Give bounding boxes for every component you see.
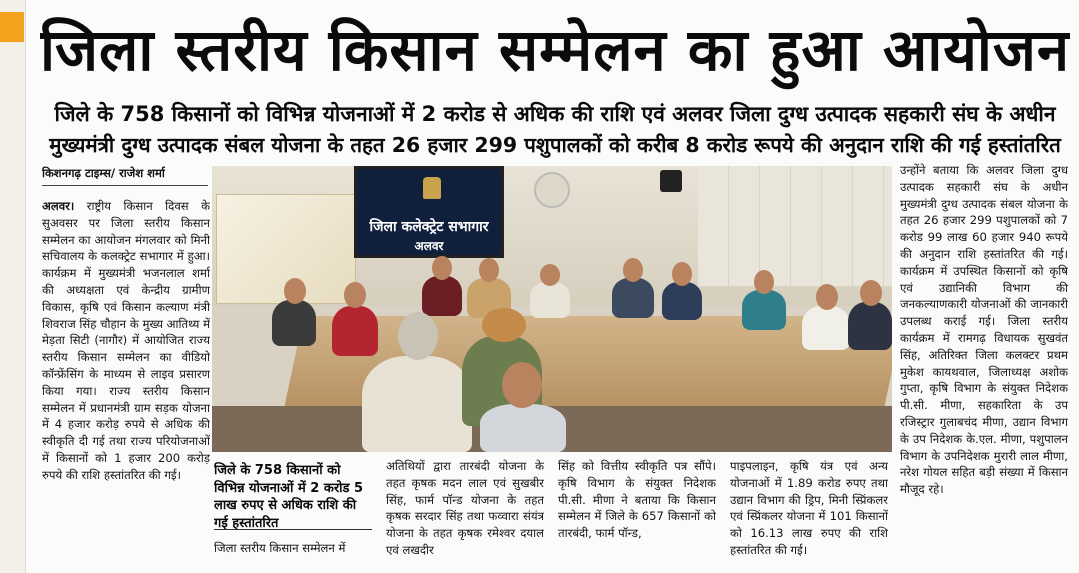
- attendee: [332, 306, 378, 356]
- headline: जिला स्तरीय किसान सम्मेलन का हुआ आयोजन: [40, 16, 1070, 84]
- event-photo: [212, 166, 892, 452]
- attendee: [362, 356, 472, 452]
- article-column-4: सिंह को वित्तीय स्वीकृति पत्र सौंपे। कृषि विभाग के संयुक्त निदेशक पी.सी. मीणा ने बताया कि किसान सम्मेलन में जिले के 657 किसानों को तारबंदी, फार्म पॉन्ड,: [558, 459, 716, 541]
- attendee-head: [540, 264, 560, 286]
- dateline: अलवर।: [42, 199, 75, 213]
- attendee: [272, 300, 316, 346]
- wall-clock-icon: [534, 172, 570, 208]
- adjacent-page-strip: [0, 0, 26, 573]
- article-column-6: उन्होंने बताया कि अलवर जिला दुग्ध उत्पादक सहकारी संघ के अधीन मुख्यमंत्री दुग्ध उत्पादक संबल योजना के तहत 26 हजार 299 पशुपालकों को 7 करोड 99 लाख 60 हजार 940 रूपये की अनुदान राशि हस्तांतरित की गई। कार्यक्रम में उपस्थित किसानों को कृषि एवं उद्यानिकी विभाग की जनकल्याणकारी योजनाओं की जानकारी उपलब्ध कराई गई। जिला स्तरीय कार्यक्रम में रामगढ़ विधायक सुखवंत सिंह, अतिरिक्त जिला कलक्टर प्रथम मुकेश कायथवाल, जिलाध्यक्ष अशोक गुप्ता, कृषि विभाग के संयुक्त निदेशक पी.सी. मीणा, सहकारिता के उप रजिस्ट्रार गुलाबचंद मीणा, उद्यान विभाग के उप निदेशक के.एल. मीणा, पशुपालन विभाग के उपनिदेशक मुरारी लाल मीणा, नरेश गोयल सहित बड़ी संख्या में किसान मौजूद रहे।: [900, 163, 1068, 497]
- byline: किशनगढ़ टाइम्स/ राजेश शर्मा: [42, 166, 208, 186]
- attendee-head: [623, 258, 643, 282]
- photo-display-screen: [354, 166, 504, 258]
- attendee-head: [479, 258, 499, 282]
- article-column-3: अतिथियों द्वारा तारबंदी योजना के तहत कृषक मदन लाल एवं सुखबीर सिंह, फार्म पॉन्ड योजना के तहत कृषक सरदार सिंह तथा फव्वारा संयंत्र योजना के तहत कृषक रमेश्वर दयाल एवं लखदीर: [386, 459, 544, 557]
- attendee: [802, 306, 850, 350]
- attendee-head: [344, 282, 366, 308]
- adjacent-page-color-block: [0, 12, 24, 42]
- article-column-5: पाइपलाइन, कृषि यंत्र एवं अन्य योजनाओं में 1.89 करोड रुपए तथा उद्यान विभाग की ड्रिप, मिनी स्प्रिंकलर एवं स्प्रिंकलर योजना में 101 किसानों को 16.13 लाख रुपए की राशि हस्तांतरित की गई।: [730, 459, 888, 557]
- attendee: [422, 276, 462, 316]
- pull-quote: जिले के 758 किसानों को विभिन्न योजनाओं में 2 करोड 5 लाख रुपए से अधिक राशि की गई हस्तांतरित: [214, 462, 372, 530]
- attendee-head: [860, 280, 882, 306]
- article-column-1: [42, 198, 210, 560]
- attendee-head: [816, 284, 838, 310]
- attendee: [480, 404, 566, 452]
- wall-speaker-icon: [660, 170, 682, 192]
- subheadline-line-2: मुख्यमंत्री दुग्ध उत्पादक संबल योजना के तहत 26 हजार 299 पशुपालकों को करीब 8 करोड रूपये की अनुदान राशि की गई हस्तांतरित: [49, 133, 1061, 157]
- attendee-head: [754, 270, 774, 294]
- subheadline-line-1: जिले के 758 किसानों को विभिन्न योजनाओं में 2 करोड से अधिक की राशि एवं अलवर जिला दुग्ध उत्पादक सहकारी संघ के अधीन: [54, 102, 1056, 126]
- column-1-text: राष्ट्रीय किसान दिवस के सुअवसर पर जिला स्तरीय किसान सम्मेलन का आयोजन मंगलवार को मिनी सचिवालय के कलक्ट्रेट सभागार में हुआ। कार्यक्रम में मुख्यमंत्री भजनलाल शर्मा की अध्यक्षता एवं केन्द्रीय ग्रामीण विकास, कृषि एवं किसान कल्याण मंत्री शिवराज सिंह चौहान के मुख्य आतिथ्य में मेड़ता सिटी (नागौर) में आयोजित राज्य स्तरीय किसान सम्मेलन का वीडियो कॉन्फ्रेंसिंग के माध्यम से लाइव प्रसारण किया गया। राज्य स्तरीय किसान सम्मेलन में प्रधानमंत्री ग्राम सड़क योजना में 4 हजार करोड़ रुपये से अधिक की स्वीकृति दी गई तथा राज्य परियोजनाओं में किसानों को 1 हजार 200 करोड़ रुपये की राशि हस्तांतरित की गई।: [42, 199, 210, 482]
- attendee: [848, 302, 892, 350]
- attendee: [530, 282, 570, 318]
- screen-text-line-2: अलवर: [414, 239, 444, 253]
- attendee-head: [432, 256, 452, 280]
- attendee-head: [502, 362, 542, 408]
- attendee: [742, 290, 786, 330]
- article-column-2-continuation: जिला स्तरीय किसान सम्मेलन में: [214, 541, 346, 555]
- attendee-head: [672, 262, 692, 286]
- attendee: [612, 278, 654, 318]
- photo-wall-panels: [698, 166, 892, 286]
- attendee-head: [398, 312, 438, 360]
- state-emblem-icon: [423, 177, 441, 199]
- screen-text-line-1: जिला कलेक्ट्रेट सभागार: [369, 219, 489, 235]
- attendee-head: [284, 278, 306, 304]
- attendee: [662, 282, 702, 320]
- attendee-turban: [482, 308, 526, 342]
